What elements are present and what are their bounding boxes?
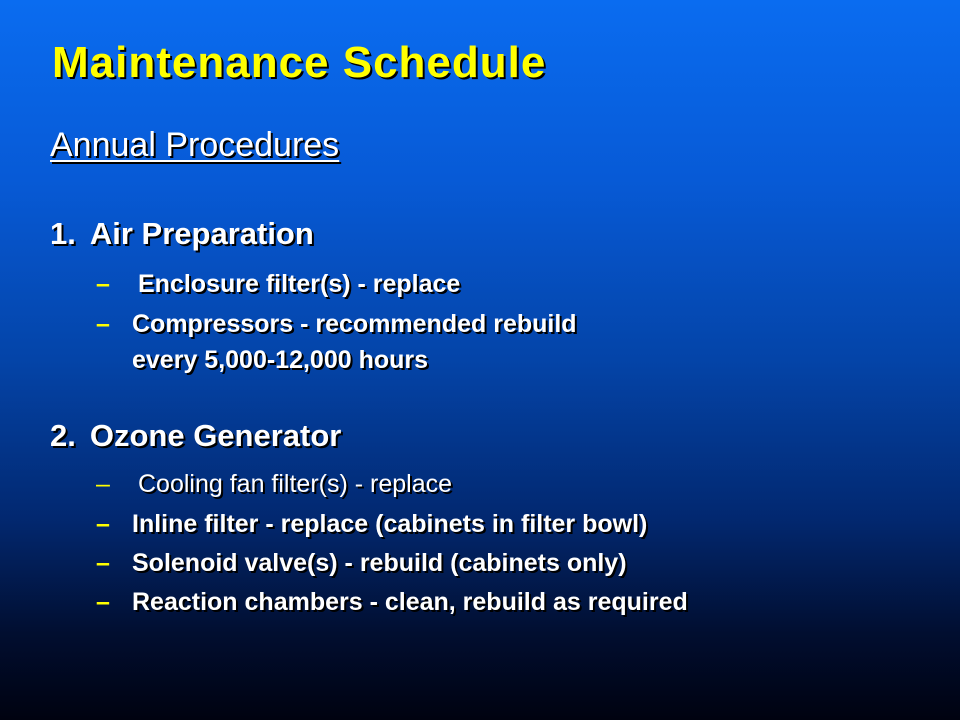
bullet-dash: – bbox=[96, 549, 110, 577]
list-item bbox=[96, 466, 452, 502]
list-item bbox=[96, 306, 577, 378]
list-item-text: Inline filter - replace (cabinets in filter bowl) bbox=[132, 510, 648, 538]
section-heading-text: Air Preparation bbox=[89, 216, 314, 251]
bullet-dash: – bbox=[96, 310, 110, 338]
bullet-dash: – bbox=[96, 270, 110, 298]
list-item bbox=[96, 545, 627, 581]
section-heading-text: Ozone Generator bbox=[89, 418, 342, 453]
slide-title: Maintenance Schedule bbox=[52, 38, 547, 87]
list-item-text: Solenoid valve(s) - rebuild (cabinets only) bbox=[132, 549, 627, 577]
list-item-continuation: every 5,000-12,000 hours bbox=[132, 346, 429, 374]
list-item bbox=[96, 506, 647, 542]
list-item-text: Reaction chambers - clean, rebuild as required bbox=[132, 588, 688, 616]
slide-subtitle: Annual Procedures bbox=[50, 126, 340, 164]
list-item bbox=[96, 266, 460, 302]
bullet-dash: – bbox=[96, 470, 110, 498]
bullet-dash: – bbox=[96, 510, 110, 538]
section-number: 2. bbox=[50, 418, 76, 453]
bullet-dash: – bbox=[96, 588, 110, 616]
list-item-text: Compressors - recommended rebuild bbox=[132, 310, 577, 338]
section-heading-air-preparation bbox=[50, 216, 314, 252]
section-heading-ozone-generator bbox=[50, 418, 341, 454]
list-item-text: Cooling fan filter(s) - replace bbox=[138, 470, 453, 498]
section-number: 1. bbox=[50, 216, 76, 251]
list-item bbox=[96, 584, 688, 620]
list-item-text: Enclosure filter(s) - replace bbox=[138, 270, 461, 298]
